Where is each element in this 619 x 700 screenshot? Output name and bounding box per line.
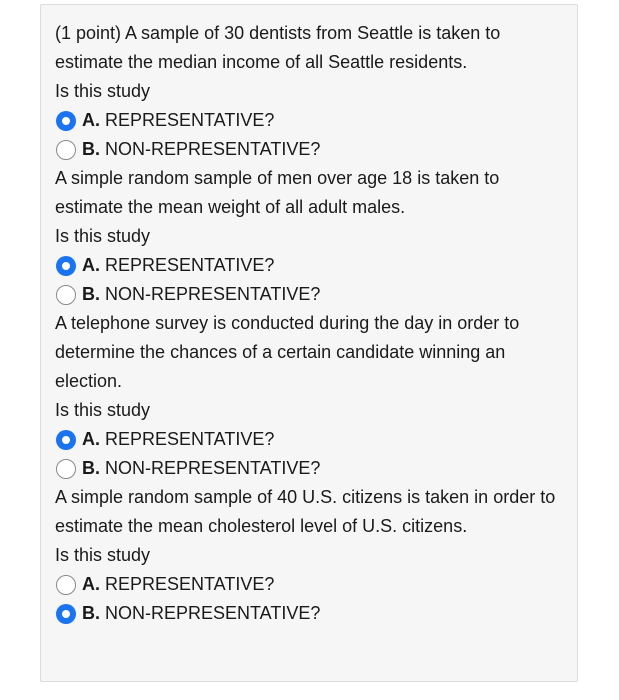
question-prompt: A simple random sample of 40 U.S. citizens is taken in order to estimate the mean cholesterol level of U.S. citizens. bbox=[55, 487, 556, 536]
option-non-representative[interactable] bbox=[55, 135, 567, 164]
question-prompt: A telephone survey is conducted during the day in order to determine the chances of a certain candidate winning an election. bbox=[55, 313, 520, 391]
option-non-representative[interactable] bbox=[55, 280, 567, 309]
question-ask: Is this study bbox=[55, 226, 151, 246]
option-label: NON-REPRESENTATIVE? bbox=[105, 458, 321, 478]
option-label: REPRESENTATIVE? bbox=[105, 110, 275, 130]
option-letter: A. bbox=[82, 255, 100, 275]
option-letter: A. bbox=[82, 110, 100, 130]
option-label: REPRESENTATIVE? bbox=[105, 255, 275, 275]
question-block-1 bbox=[55, 19, 567, 164]
radio-button-selected[interactable] bbox=[56, 111, 76, 131]
option-non-representative[interactable] bbox=[55, 599, 567, 628]
question-ask: Is this study bbox=[55, 81, 151, 101]
radio-button[interactable] bbox=[56, 285, 76, 305]
option-label: NON-REPRESENTATIVE? bbox=[105, 603, 321, 623]
option-representative[interactable] bbox=[55, 425, 567, 454]
option-label: NON-REPRESENTATIVE? bbox=[105, 284, 321, 304]
option-letter: B. bbox=[82, 603, 100, 623]
option-label: REPRESENTATIVE? bbox=[105, 574, 275, 594]
question-block-4 bbox=[55, 483, 567, 628]
option-label: REPRESENTATIVE? bbox=[105, 429, 275, 449]
option-letter: B. bbox=[82, 284, 100, 304]
question-card bbox=[40, 4, 578, 682]
question-block-3 bbox=[55, 309, 567, 483]
question-ask: Is this study bbox=[55, 545, 151, 565]
option-representative[interactable] bbox=[55, 106, 567, 135]
question-ask: Is this study bbox=[55, 400, 151, 420]
radio-button[interactable] bbox=[56, 459, 76, 479]
option-representative[interactable] bbox=[55, 570, 567, 599]
radio-button-selected[interactable] bbox=[56, 256, 76, 276]
option-letter: B. bbox=[82, 458, 100, 478]
option-non-representative[interactable] bbox=[55, 454, 567, 483]
question-content bbox=[55, 19, 567, 628]
option-letter: A. bbox=[82, 574, 100, 594]
radio-button[interactable] bbox=[56, 575, 76, 595]
radio-button-selected[interactable] bbox=[56, 604, 76, 624]
radio-button[interactable] bbox=[56, 140, 76, 160]
radio-button-selected[interactable] bbox=[56, 430, 76, 450]
question-block-2 bbox=[55, 164, 567, 309]
option-letter: B. bbox=[82, 139, 100, 159]
question-prompt: A simple random sample of men over age 18 is taken to estimate the mean weight of all adult males. bbox=[55, 168, 500, 217]
option-letter: A. bbox=[82, 429, 100, 449]
option-label: NON-REPRESENTATIVE? bbox=[105, 139, 321, 159]
option-representative[interactable] bbox=[55, 251, 567, 280]
question-prompt: (1 point) A sample of 30 dentists from Seattle is taken to estimate the median income of all Seattle residents. bbox=[55, 23, 501, 72]
